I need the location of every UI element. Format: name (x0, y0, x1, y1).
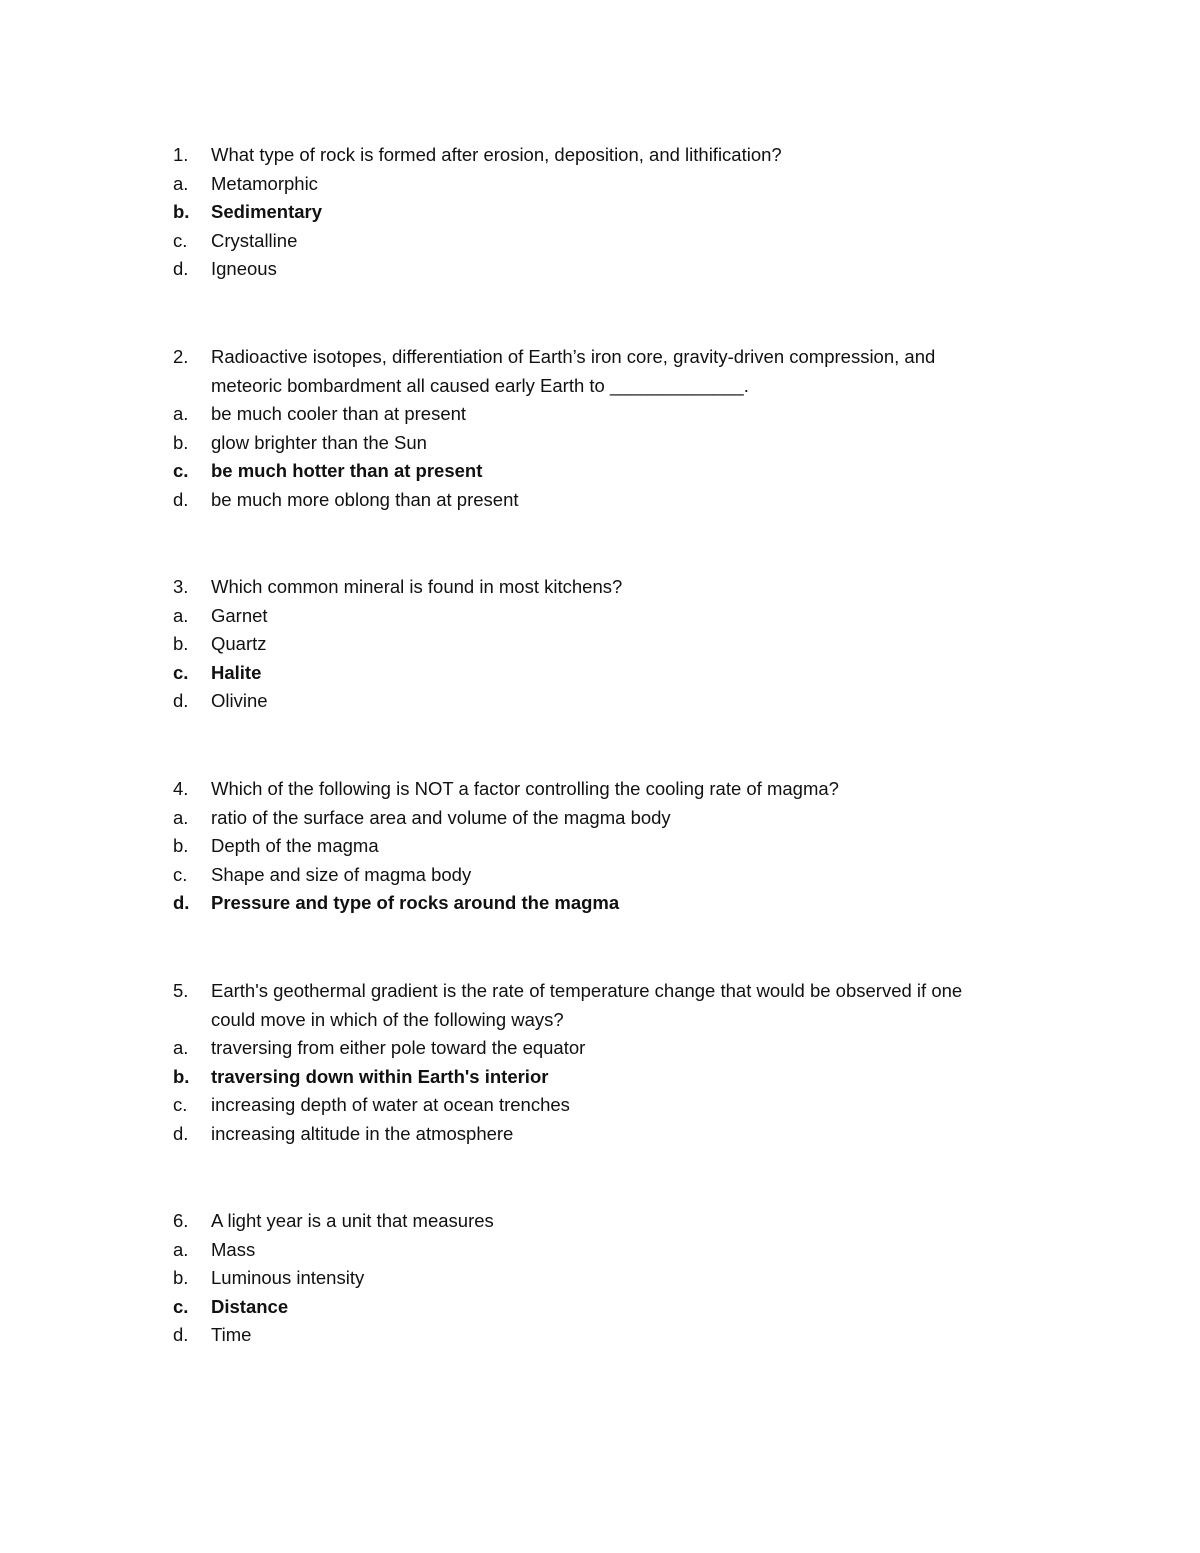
question-text: Earth's geothermal gradient is the rate of temperature change that would be observed if one (211, 980, 963, 1001)
option-text: Luminous intensity (211, 1267, 365, 1289)
question-2 (173, 343, 1073, 515)
option-d (173, 687, 1073, 716)
question-text: What type of rock is formed after erosion, deposition, and lithification? (211, 144, 782, 165)
question-stem-continued (173, 1006, 1073, 1035)
question-stem-continued (173, 372, 1073, 401)
option-text: Sedimentary (211, 201, 323, 223)
option-letter: d. (173, 1122, 189, 1144)
option-text: Mass (211, 1238, 256, 1260)
option-a (173, 1236, 1073, 1265)
option-c (173, 227, 1073, 256)
question-text: could move in which of the following ways? (211, 1008, 564, 1030)
option-letter: c. (173, 229, 188, 251)
option-b-correct (173, 198, 1073, 227)
option-letter: c. (173, 661, 189, 683)
option-text: traversing down within Earth's interior (211, 1065, 549, 1087)
question-stem (173, 141, 1073, 170)
option-letter: b. (173, 201, 190, 223)
option-letter: b. (173, 835, 189, 857)
question-6 (173, 1207, 1073, 1350)
option-text: Garnet (211, 604, 268, 626)
question-text: meteoric bombardment all caused early Earth to _____________. (211, 374, 749, 396)
option-a (173, 1034, 1073, 1063)
option-letter: d. (173, 1324, 189, 1346)
option-text: Pressure and type of rocks around the magma (211, 892, 620, 914)
question-number: 2. (173, 346, 189, 367)
question-text: Which common mineral is found in most kitchens? (211, 576, 623, 597)
option-letter: b. (173, 431, 189, 453)
option-letter: a. (173, 403, 189, 425)
option-letter: d. (173, 258, 189, 280)
option-letter: d. (173, 690, 189, 712)
option-d (173, 1321, 1073, 1350)
option-text: Depth of the magma (211, 835, 379, 857)
question-3 (173, 573, 1073, 716)
option-c-correct (173, 659, 1073, 688)
option-letter: a. (173, 1037, 189, 1059)
option-letter: c. (173, 1094, 188, 1116)
option-text: be much cooler than at present (211, 403, 467, 425)
option-b-correct (173, 1063, 1073, 1092)
option-text: Igneous (211, 258, 277, 280)
question-stem (173, 775, 1073, 804)
option-a (173, 602, 1073, 631)
option-a (173, 170, 1073, 199)
option-c (173, 861, 1073, 890)
option-letter: d. (173, 488, 189, 510)
option-text: glow brighter than the Sun (211, 431, 427, 453)
option-b (173, 630, 1073, 659)
question-stem (173, 977, 1073, 1006)
option-text: traversing from either pole toward the equator (211, 1037, 586, 1059)
option-c (173, 1091, 1073, 1120)
option-letter: c. (173, 460, 189, 482)
option-d (173, 1120, 1073, 1149)
question-1 (173, 141, 1073, 284)
option-text: Distance (211, 1295, 289, 1317)
option-text: increasing altitude in the atmosphere (211, 1122, 514, 1144)
option-text: increasing depth of water at ocean trenches (211, 1094, 570, 1116)
option-d (173, 486, 1073, 515)
option-letter: a. (173, 806, 189, 828)
option-letter: c. (173, 1295, 189, 1317)
option-d (173, 255, 1073, 284)
option-text: Crystalline (211, 229, 298, 251)
question-text: Which of the following is NOT a factor controlling the cooling rate of magma? (211, 778, 839, 799)
question-number: 1. (173, 144, 189, 165)
question-number: 4. (173, 778, 189, 799)
option-text: ratio of the surface area and volume of the magma body (211, 806, 671, 828)
option-b (173, 1264, 1073, 1293)
question-stem (173, 1207, 1073, 1236)
option-letter: a. (173, 1238, 189, 1260)
option-b (173, 429, 1073, 458)
question-4 (173, 775, 1073, 918)
option-letter: b. (173, 633, 189, 655)
option-letter: b. (173, 1267, 189, 1289)
option-text: Olivine (211, 690, 268, 712)
option-b (173, 832, 1073, 861)
option-letter: d. (173, 892, 190, 914)
option-text: be much hotter than at present (211, 460, 483, 482)
option-text: Metamorphic (211, 172, 318, 194)
question-number: 3. (173, 576, 189, 597)
option-d-correct (173, 889, 1073, 918)
option-text: Time (211, 1324, 252, 1346)
option-text: Quartz (211, 633, 267, 655)
option-c-correct (173, 457, 1073, 486)
option-text: Halite (211, 661, 262, 683)
option-letter: a. (173, 172, 189, 194)
question-number: 6. (173, 1210, 189, 1231)
question-5 (173, 977, 1073, 1149)
option-letter: c. (173, 863, 188, 885)
question-stem (173, 343, 1073, 372)
question-stem (173, 573, 1073, 602)
option-text: Shape and size of magma body (211, 863, 472, 885)
option-text: be much more oblong than at present (211, 488, 519, 510)
option-letter: a. (173, 604, 189, 626)
option-letter: b. (173, 1065, 190, 1087)
question-text: A light year is a unit that measures (211, 1210, 494, 1231)
question-number: 5. (173, 980, 189, 1001)
question-text: Radioactive isotopes, differentiation of Earth’s iron core, gravity-driven compression, and (211, 346, 936, 367)
option-a (173, 804, 1073, 833)
option-c-correct (173, 1293, 1073, 1322)
option-a (173, 400, 1073, 429)
